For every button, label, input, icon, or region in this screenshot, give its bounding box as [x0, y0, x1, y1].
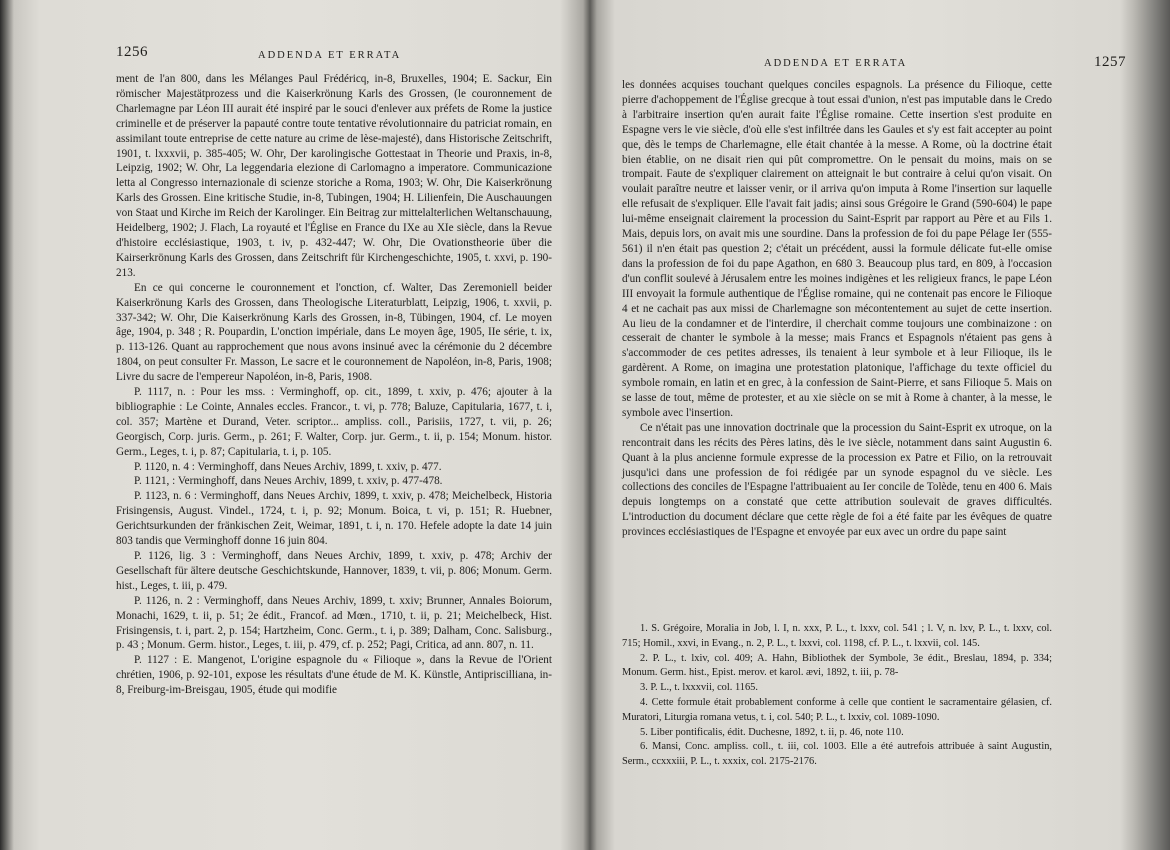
- paragraph: P. 1126, lig. 3 : Verminghoff, dans Neues Archiv, 1899, t. xxiv, p. 478; Archiv der Gesellschaft für ältere deutsche Geschichtskunde, Hannover, 1839, t. vii, p. 806; Monum. Germ. hist., Leges, t. iii, p. 479.: [116, 550, 552, 592]
- page-number: 1256: [116, 44, 148, 60]
- left-page-body: [116, 72, 552, 698]
- paragraph: Ce n'était pas une innovation doctrinale que la procession du Saint-Esprit ex utroque, on la rencontrait dans les récits des Pères latins, dès le ive siècle, notamment dans saint Augustin 6. Quant à la plus ancienne formule expresse de la procession ex Patre et Filio, on la retrouvait jusqu'ici dans une profession de foi rédigée par un synode espagnol du ve siècle. Les collections des conciles de l'Espagne l'attribuaient au Ier concile de Tolède, tenu en 400 6. Mais depuis longtemps on a constaté que cette attribution soulevait de graves difficultés. L'introduction du document déclare que cette règle de foi a été faite par les évêques de quatre provinces ecclésiastiques de l'Espagne et envoyée par eux avec un ordre du pape saint: [622, 421, 1052, 539]
- page-number: 1257: [1094, 54, 1126, 70]
- footnote: 1. S. Grégoire, Moralia in Job, l. I, n. xxx, P. L., t. lxxv, col. 541 ; l. V, n. lxv, P. L., t. lxxv, col. 715; Homil., xxvi, in Evang., n. 2, P. L., t. lxxvi, col. 1198, cf. P. L., t. lxxvii, col. 145.: [622, 623, 1052, 649]
- paragraph: P. 1117, n. : Pour les mss. : Verminghoff, op. cit., 1899, t. xxiv, p. 476; ajouter à la bibliographie : Le Cointe, Annales eccles. Francor., t. vi, p. 778; Baluze, Capitularia, 1677, t. i, col. 357; Martène et Durand, Veter. scriptor... ampliss. coll., Parisiis, 1727, t. vii, p. 26; Georgisch, Corp. juris. Germ., p. 261; F. Walter, Corp. jur. Germ., t. ii, p. 154; Monum. histor. Germ., Leges, t. i, p. 87; Capitularia, t. i, p. 105.: [116, 386, 552, 458]
- paragraph: ment de l'an 800, dans les Mélanges Paul Frédéricq, in-8, Bruxelles, 1904; E. Sackur, Ein römischer Majestätprozess und die Kaiserkrönung Karls des Grossen, (le couronnement de Charlemagne par Léon III aurait été inspiré par le souci d'enlever aux préfets de Rome la justice criminelle et de préserver la papauté contre toute tentative révolutionnaire du patriciat romain, en assimilant toute entreprise de cette nature au crime de lèse-majesté), dans Historische Zeitschrift, 1901, t. lxxxvii, p. 385-405; W. Ohr, Der karolingische Gottestaat in Theorie und Praxis, in-8, Leipzig, 1902; W. Ohr, La leggendaria elezione di Carlomagno a imperatore. Communicazione letta al Congresso internazionale di scienze storiche a Roma, 1903; W. Ohr, Die Kaiserkrönung Karls des Grossen. Eine kritische Studie, in-8, Tubingen, 1904; H. Lilienfein, Die Auschauungen von Staat und Kirche im Reich der Karolinger. Ein Beitrag zur mittelalterlichen Weltanschauung, Heidelberg, 1902; J. Flach, La royauté et l'Église en France du IXe au XIe siècle, dans la Revue d'histoire ecclésiastique, 1903, t. iv, p. 432-447; W. Ohr, Die Ovationstheorie über die Kairserkrönung Karls des Grossen, dans Zeitschrift für Kirchengeschichte, 1905, t. xxvi, p. 190-213.: [116, 73, 552, 279]
- running-head: ADDENDA ET ERRATA: [258, 50, 402, 61]
- paragraph: P. 1127 : E. Mangenot, L'origine espagnole du « Filioque », dans la Revue de l'Orient chrétien, 1906, p. 92-101, expose les résultats d'une étude de M. K. Künstle, Antipriscilliana, in-8, Freiburg-im-Breisgau, 1905, étude qui modifie: [116, 654, 552, 697]
- paragraph: les données acquises touchant quelques conciles espagnols. La présence du Filioque, cette pierre d'achoppement de l'Église grecque à tout essai d'union, n'est pas imputable dans le Credo à l'arbitraire insertion qu'en aurait faite l'Église romaine. Cette insertion s'est produite en Espagne vers le vie siècle, d'où elle s'est infiltrée dans les Gaules et s'y est fait accepter au point que, dès le temps de Charlemagne, elle était chantée à la messe. A Rome, où la doctrine était bien établie, on ne disait rien qui pût compromettre. On le pensait du moins, mais on se trompait. Faute de s'expliquer clairement on atteignait le but contraire à celui qu'on visait. On voulait paraître neutre et laisser venir, or il arriva qu'on imputa à Rome l'insertion sur laquelle elle refusait de s'expliquer. Elle l'avait fait jadis; ainsi sous Grégoire le Grand (590-604) le pape lui-même enseignait clairement la procession du Saint-Esprit par rapport au Père et au Fils 1. Mais, depuis lors, on avait mis une sourdine. Dans la profession de foi du pape Pélage Ier (555-561) il n'en était pas question 2; c'était un précédent, aussi la formule délicate fut-elle omise dans la profession de foi du pape Agathon, en 680 3. Beaucoup plus tard, en 809, à l'occasion d'un conflit soulevé à Jérusalem entre les moines indigènes et les religieux francs, le pape Léon III envoyait la formule authentique de l'Église romaine, qui ne contenait pas encore le Filioque 4 et ne cachait pas aux missi de Charlemagne son mécontentement au sujet de cette insertion. Au lieu de la condamner et de l'interdire, il cherchait comme toujours une combinaizone : on cesserait de chanter le symbole à la messe; mais Francs et Espagnols n'étaient pas gens à s'accommoder de ces petites adresses, ils tenaient à leur symbole et à leur Filioque, ils le gardèrent. A Rome, on imagina une protestation platonique, l'affichage du texte officiel du symbole romain, en latin et en grec, à la confession de Saint-Pierre, et sans Filioque 5. Mais on se lasse de tout, même de protester, et au xie siècle on se mit à Rome à chanter, à la messe, le symbole avec l'insertion.: [622, 79, 1052, 419]
- left-page: [14, 0, 580, 850]
- footnote: 5. Liber pontificalis, édit. Duchesne, 1892, t. ii, p. 46, note 110.: [640, 726, 904, 738]
- running-head: ADDENDA ET ERRATA: [764, 58, 908, 69]
- footnote: 3. P. L., t. lxxxvii, col. 1165.: [640, 682, 758, 694]
- footnote: 2. P. L., t. lxiv, col. 409; A. Hahn, Bibliothek der Symbole, 3e édit., Breslau, 1894, p. 334; Monum. Germ. hist., Epist. merov. et karol. ævi, 1892, t. iii, p. 78-: [622, 652, 1052, 679]
- right-page: [600, 0, 1140, 850]
- footnote: 6. Mansi, Conc. ampliss. coll., t. iii, col. 1003. Elle a été autrefois attribuée à saint Augustin, Serm., ccxxxiii, P. L., t. xxxix, col. 2175-2176.: [622, 741, 1052, 768]
- paragraph: En ce qui concerne le couronnement et l'onction, cf. Walter, Das Zeremoniell beider Kaiserkrönung Karls des Grossen, dans Theologische Literaturblatt, Leipzig, 1906, t. xxvii, p. 337-342; W. Ohr, Die Kaiserkrönung Karls des Grossen, in-8, Tübingen, 1904, cf. Le moyen âge, 1904, p. 348 ; R. Poupardin, L'onction impériale, dans Le moyen âge, 1905, IIe série, t. ix, p. 113-126. Quant au rapprochement que nous avons insinué avec la cérémonie du 2 décembre 1804, on peut consulter Fr. Masson, Le sacre et le couronnement de Napoléon, in-8, Paris, 1908; Livre du sacre de l'empereur Napoléon, in-8, Paris, 1908.: [116, 281, 552, 384]
- paragraph: P. 1120, n. 4 : Verminghoff, dans Neues Archiv, 1899, t. xxiv, p. 477.: [134, 460, 442, 473]
- paragraph: P. 1123, n. 6 : Verminghoff, dans Neues Archiv, 1899, t. xxiv, p. 478; Meichelbeck, Historia Frisingensis, August. Vindel., 1724, t. i, p. 92; Monum. Boica, t. vi, p. 151; R. Huebner, Gerichtsurkunden der fränkischen Zeit, Weimar, 1891, t. i, n. 170. Hefele adopte la date 14 juin 803 tandis que Verminghoff donne 16 juin 804.: [116, 490, 552, 548]
- paragraph: P. 1121, : Verminghoff, dans Neues Archiv, 1899, t. xxiv, p. 477-478.: [134, 475, 443, 488]
- right-page-body: [622, 78, 1052, 540]
- footnotes: [622, 622, 1052, 770]
- paragraph: P. 1126, n. 2 : Verminghoff, dans Neues Archiv, 1899, t. xxiv; Brunner, Annales Boiorum, Monachi, 1629, t. ii, p. 51; 2e édit., Francof. ad Mœn., 1710, t. ii, p. 21; Meichelbeck, Hist. Frisingensis, t. i, part. 2, p. 154; Hartzheim, Conc. Germ., t. i, p. 389; Dalham, Conc. Salisburg., p. 43 ; Monum. Germ. histor., Leges, t. iii, p. 479, cf. p. 252; Pagi, Critica, ad ann. 807, n. 11.: [116, 594, 552, 652]
- footnote: 4. Cette formule était probablement conforme à celle que contient le sacramentaire gélasien, cf. Muratori, Liturgia romana vetus, t. i, col. 540; P. L., t. lxxiv, col. 1089-1090.: [622, 696, 1052, 723]
